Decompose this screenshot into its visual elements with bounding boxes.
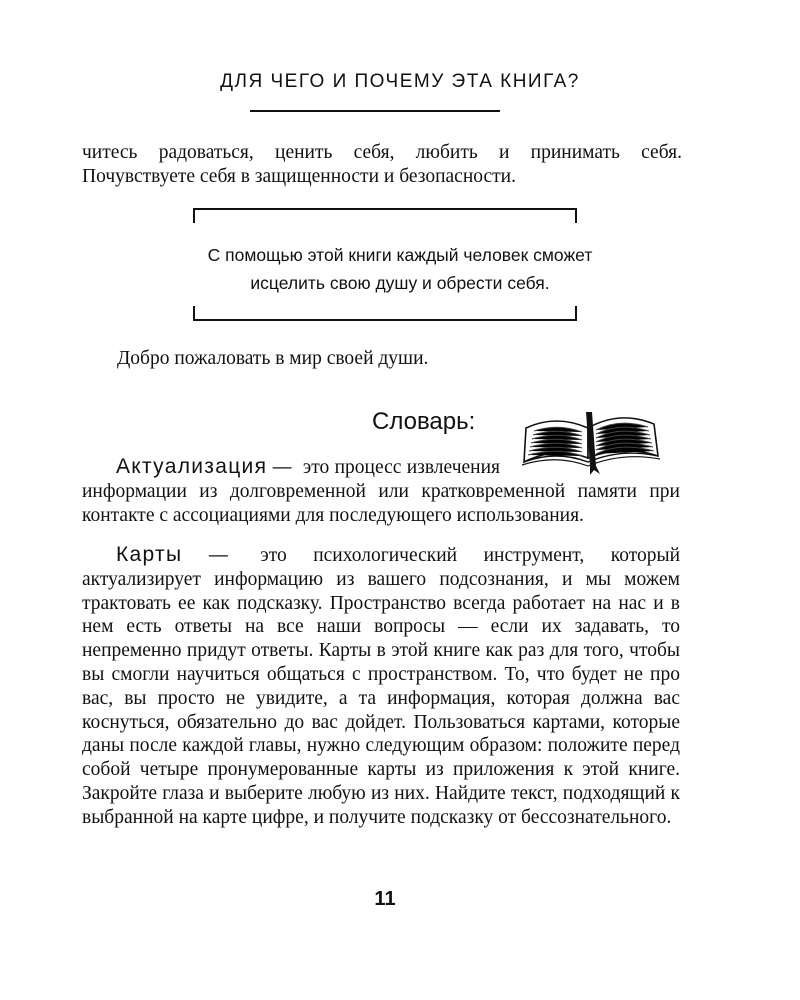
entry-dash: —: [272, 457, 292, 478]
page-number: 11: [374, 888, 396, 910]
entry-term: Карты: [116, 543, 183, 566]
intro-paragraph: читесь радоваться, ценить себя, любить и принимать себя. Почувствуете себя в защищенности и безопасности.: [82, 142, 682, 187]
dictionary-entry-actualization: [82, 455, 680, 527]
callout-bracket-top: [193, 208, 577, 223]
header-rule: [250, 110, 500, 112]
running-title: ДЛЯ ЧЕГО И ПОЧЕМУ ЭТА КНИГА?: [220, 71, 580, 92]
entry-definition: это процесс извлечения информации из долговременной или кратковременной памяти при контакте с ассоциациями для последующего использования.: [82, 457, 680, 526]
callout-bracket-bottom: [193, 306, 577, 321]
dictionary-title: Словарь:: [372, 408, 476, 435]
entry-definition: это психологический инструмент, который актуализирует информацию из вашего подсознания, и мы можем трактовать ее как подсказку. Пространство всегда работает на нас и в нем есть ответы на все наши вопросы — если их задавать, то непременно придут ответы. Карты в этой книге как раз для того, чтобы вы смогли научиться общаться с пространством. То, что будет не про вас, вы просто не увидите, а та информация, которая должна вас коснуться, обязательно до вас дойдет. Пользоваться картами, которые даны после каждой главы, нужно следующим образом: положите перед собой четыре пронумерованные карты из приложения к этой книге. Закройте глаза и выберите любую из них. Найдите текст, подходящий к выбранной на карте цифре, и получите подсказку от бессознательного.: [82, 545, 681, 828]
entry-dash: —: [208, 545, 228, 566]
entry-term: Актуализация: [116, 455, 268, 478]
callout: [80, 241, 720, 297]
dictionary-entry-cards: [82, 543, 680, 830]
callout-line-2: исцелить свою душу и обрести себя.: [250, 273, 550, 293]
welcome-line: Добро пожаловать в мир своей души.: [117, 348, 429, 369]
callout-line-1: С помощью этой книги каждый человек сможет: [207, 245, 593, 265]
icon-wrap-spacer: [500, 455, 680, 477]
